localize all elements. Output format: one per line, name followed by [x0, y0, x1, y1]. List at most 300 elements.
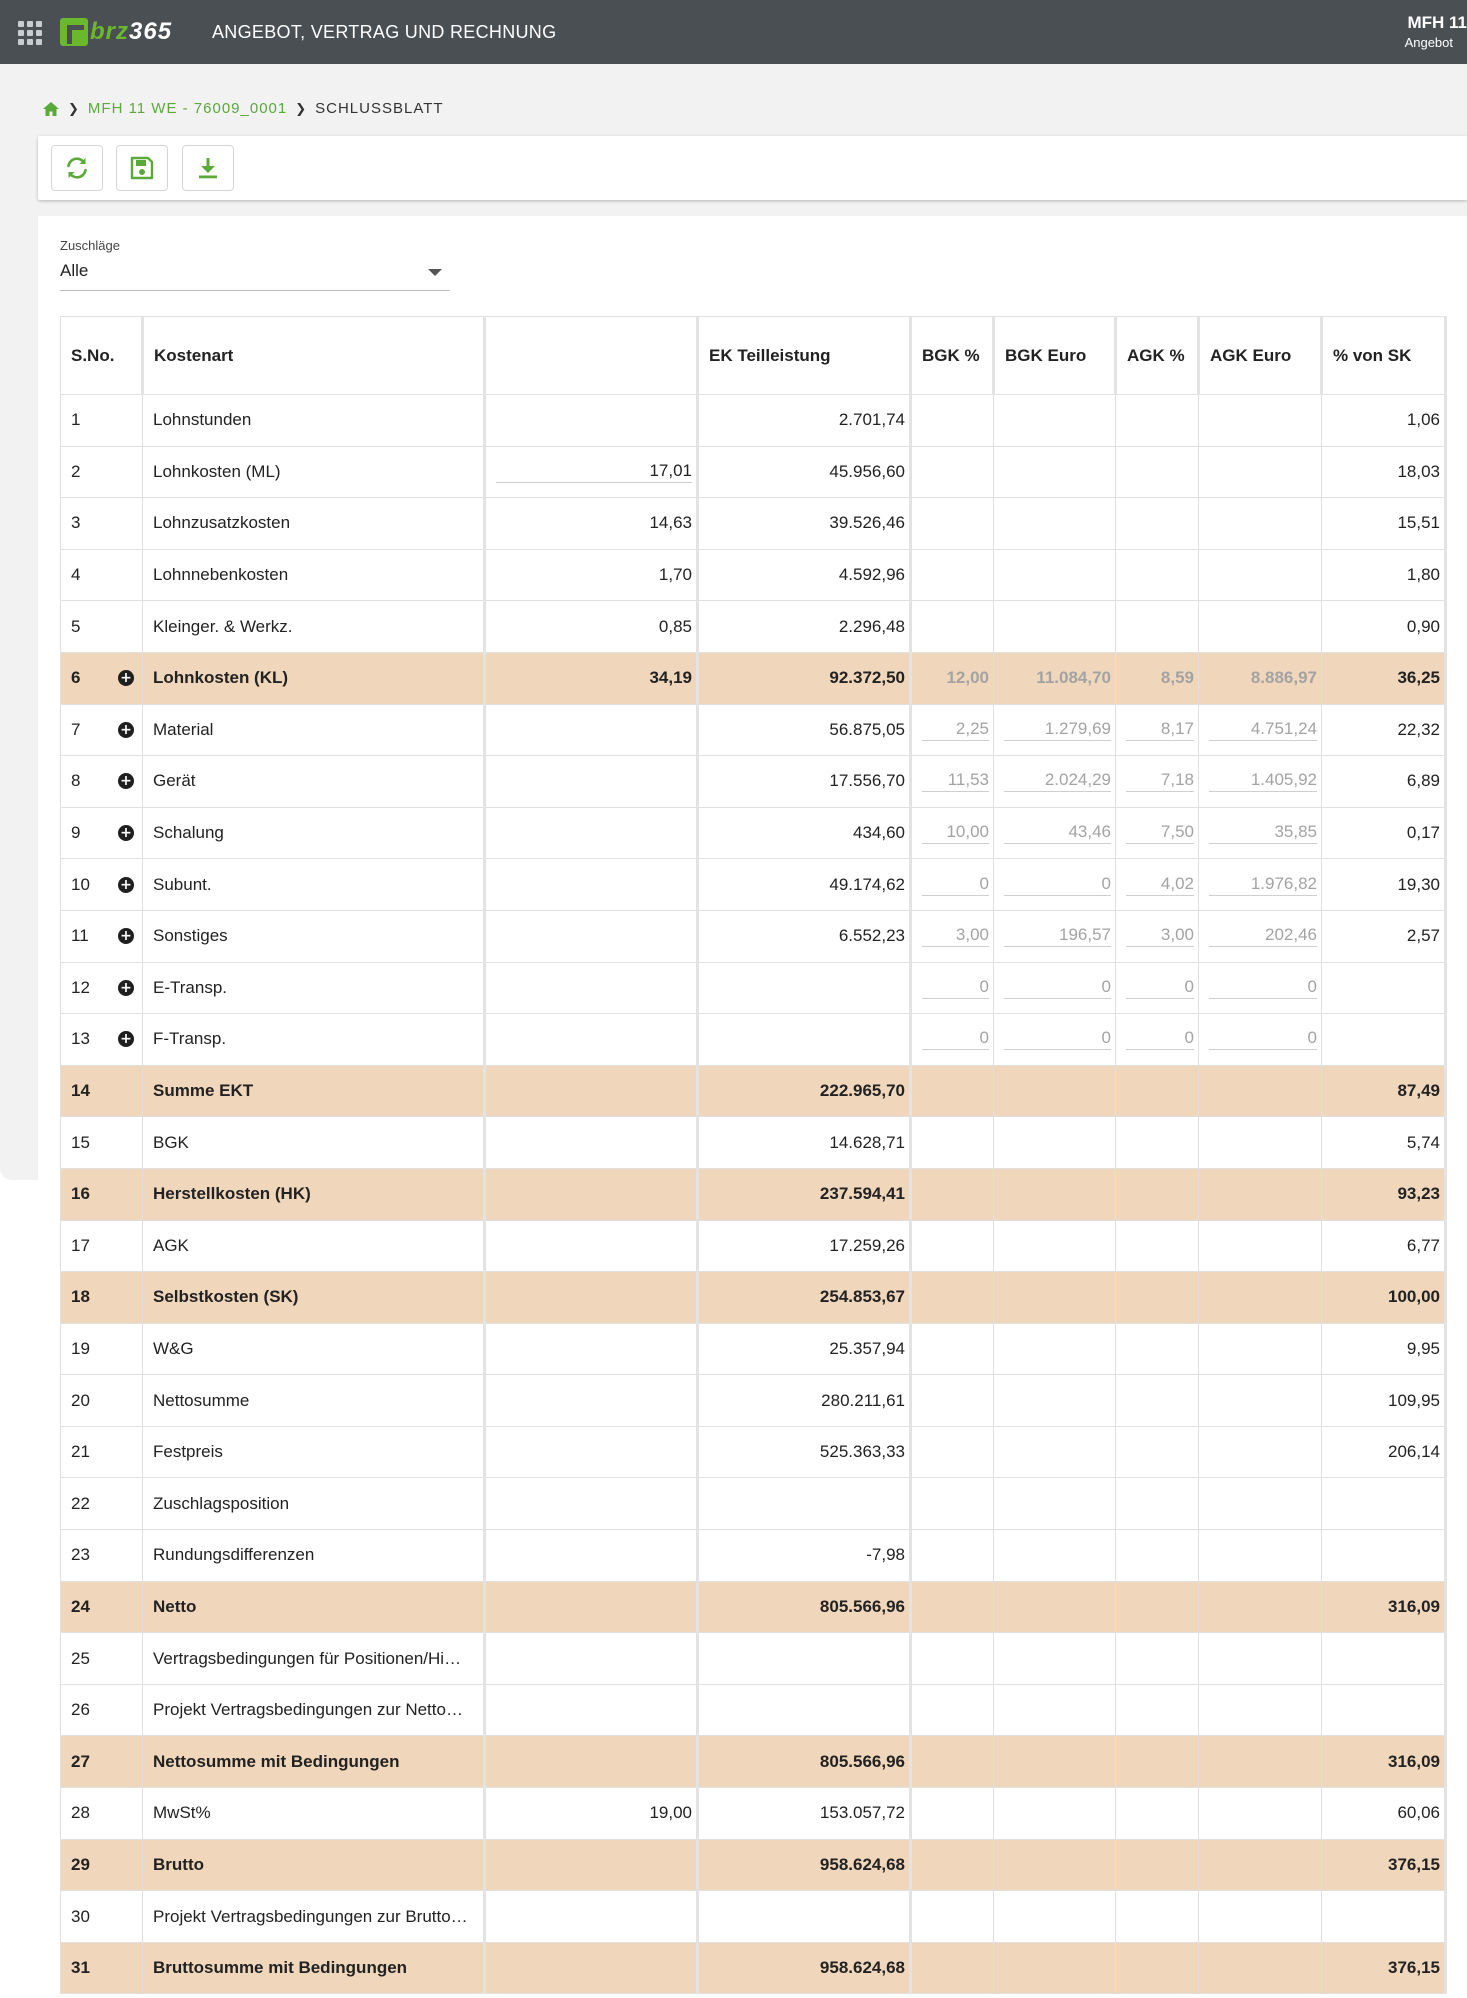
header-bgk-percent[interactable]: BGK %: [911, 317, 994, 395]
table-row[interactable]: [61, 1788, 1446, 1840]
cell-agk-euro: [1199, 1117, 1322, 1169]
cell-value: [485, 1426, 698, 1478]
editable-value[interactable]: 43,46: [1004, 822, 1111, 844]
cell-sno: [61, 1581, 143, 1633]
cell-agk-percent: 8,59: [1116, 652, 1199, 704]
cell-ek-teilleistung: 17.259,26: [698, 1220, 911, 1272]
cell-ek-teilleistung: [698, 1014, 911, 1066]
download-button[interactable]: [182, 145, 234, 191]
cell-ek-teilleistung: 2.296,48: [698, 601, 911, 653]
cell-agk-percent: [1116, 1375, 1199, 1427]
row-number: 5: [71, 616, 81, 636]
cell-ek-teilleistung: 222.965,70: [698, 1065, 911, 1117]
cell-percent-sk: 6,89: [1322, 756, 1446, 808]
cell-agk-euro: [1199, 1375, 1322, 1427]
cell-kostenart: Lohnnebenkosten: [143, 549, 485, 601]
table-row[interactable]: [61, 1375, 1446, 1427]
cell-value: [485, 1065, 698, 1117]
zuschlaege-select[interactable]: [60, 261, 450, 291]
cell-bgk-euro: [994, 1684, 1116, 1736]
editable-value[interactable]: 0: [1209, 1028, 1317, 1050]
cell-value: [485, 1633, 698, 1685]
cell-sno: [61, 549, 143, 601]
editable-value[interactable]: 1.976,82: [1209, 874, 1317, 896]
cell-bgk-euro: [994, 446, 1116, 498]
cell-kostenart: AGK: [143, 1220, 485, 1272]
cell-ek-teilleistung: [698, 1684, 911, 1736]
cell-value: 14,63: [485, 498, 698, 550]
table-row[interactable]: [61, 1633, 1446, 1685]
cell-percent-sk: 1,80: [1322, 549, 1446, 601]
row-number: 16: [71, 1184, 90, 1204]
cell-percent-sk: 1,06: [1322, 395, 1446, 447]
project-context[interactable]: [1405, 13, 1467, 50]
cell-value: [485, 1736, 698, 1788]
cell-percent-sk: 18,03: [1322, 446, 1446, 498]
cell-bgk-percent: [911, 1478, 994, 1530]
cell-bgk-euro: [994, 1375, 1116, 1427]
cell-value: [485, 756, 698, 808]
cell-agk-percent: [1116, 1065, 1199, 1117]
cell-agk-percent: [1116, 1426, 1199, 1478]
cell-percent-sk: 87,49: [1322, 1065, 1446, 1117]
cell-ek-teilleistung: 237.594,41: [698, 1168, 911, 1220]
table-row[interactable]: [61, 1684, 1446, 1736]
cell-ek-teilleistung: [698, 1478, 911, 1530]
cell-agk-percent: [1116, 1168, 1199, 1220]
editable-value[interactable]: 2.024,29: [1004, 770, 1111, 792]
cell-value: [485, 1375, 698, 1427]
header-agk-percent[interactable]: AGK %: [1116, 317, 1199, 395]
cell-bgk-euro: [994, 549, 1116, 601]
cell-value: [485, 446, 698, 498]
header-percent-sk[interactable]: % von SK: [1322, 317, 1446, 395]
cell-value: [485, 1839, 698, 1891]
logo-brand: brz: [90, 18, 129, 45]
cell-sno: [61, 1530, 143, 1582]
cell-bgk-euro: [994, 1530, 1116, 1582]
cell-bgk-euro: [994, 1272, 1116, 1324]
cell-bgk-euro: [994, 1117, 1116, 1169]
filter-label: Zuschläge: [60, 238, 120, 253]
cell-bgk-percent: [911, 1942, 994, 1994]
row-number: 15: [71, 1132, 90, 1152]
breadcrumb: [42, 100, 444, 117]
row-number: 27: [71, 1751, 90, 1771]
cell-agk-percent: [1116, 910, 1199, 962]
table-row[interactable]: [61, 910, 1446, 962]
row-number: 3: [71, 513, 81, 533]
cell-percent-sk: 316,09: [1322, 1736, 1446, 1788]
cell-agk-euro: [1199, 1065, 1322, 1117]
refresh-button[interactable]: [51, 145, 103, 191]
expand-plus-icon[interactable]: +: [118, 877, 134, 893]
editable-value[interactable]: 7,50: [1126, 822, 1194, 844]
cell-value: [485, 1581, 698, 1633]
table-row[interactable]: [61, 859, 1446, 911]
row-number: 30: [71, 1906, 90, 1926]
cell-agk-percent: [1116, 807, 1199, 859]
cell-bgk-percent: [911, 756, 994, 808]
top-bar: [0, 0, 1467, 64]
editable-value[interactable]: 1.279,69: [1004, 719, 1111, 741]
cell-ek-teilleistung: 56.875,05: [698, 704, 911, 756]
table-row[interactable]: [61, 756, 1446, 808]
cell-kostenart: Kleinger. & Werkz.: [143, 601, 485, 653]
cell-agk-euro: [1199, 1272, 1322, 1324]
table-row[interactable]: [61, 1891, 1446, 1943]
cell-sno: [61, 498, 143, 550]
cell-agk-euro: [1199, 859, 1322, 911]
cell-kostenart: Festpreis: [143, 1426, 485, 1478]
editable-value[interactable]: 0: [922, 977, 989, 999]
cell-kostenart: Lohnkosten (KL): [143, 652, 485, 704]
editable-value[interactable]: 35,85: [1209, 822, 1317, 844]
editable-value[interactable]: 0: [1004, 977, 1111, 999]
cell-kostenart: Netto: [143, 1581, 485, 1633]
cell-kostenart: E-Transp.: [143, 962, 485, 1014]
cell-agk-euro: [1199, 549, 1322, 601]
header-sno[interactable]: S.No.: [61, 317, 143, 395]
cell-value: [485, 1117, 698, 1169]
row-number: 24: [71, 1596, 90, 1616]
cell-agk-euro: [1199, 1684, 1322, 1736]
cell-agk-euro: [1199, 498, 1322, 550]
table-row[interactable]: [61, 1478, 1446, 1530]
cell-bgk-euro: [994, 1014, 1116, 1066]
table-row[interactable]: [61, 498, 1446, 550]
cell-percent-sk: [1322, 962, 1446, 1014]
cell-bgk-euro: [994, 1323, 1116, 1375]
cell-agk-percent: [1116, 1684, 1199, 1736]
cell-ek-teilleistung: 153.057,72: [698, 1788, 911, 1840]
cell-kostenart: MwSt%: [143, 1788, 485, 1840]
cell-agk-euro: [1199, 1942, 1322, 1994]
cell-agk-percent: [1116, 1633, 1199, 1685]
cell-bgk-percent: [911, 859, 994, 911]
expand-plus-icon[interactable]: +: [118, 825, 134, 841]
project-mode: Angebot: [1404, 35, 1453, 50]
cell-ek-teilleistung: 4.592,96: [698, 549, 911, 601]
cell-agk-euro: [1199, 1426, 1322, 1478]
cell-kostenart: W&G: [143, 1323, 485, 1375]
cell-bgk-euro: [994, 1736, 1116, 1788]
cell-bgk-euro: [994, 601, 1116, 653]
cell-agk-percent: [1116, 1788, 1199, 1840]
cell-agk-percent: [1116, 1942, 1199, 1994]
table-row[interactable]: [61, 1839, 1446, 1891]
cell-ek-teilleistung: 14.628,71: [698, 1117, 911, 1169]
editable-value[interactable]: 0: [922, 874, 989, 896]
cell-ek-teilleistung: 45.956,60: [698, 446, 911, 498]
cell-value: 19,00: [485, 1788, 698, 1840]
cell-sno: [61, 1323, 143, 1375]
table-row[interactable]: [61, 1220, 1446, 1272]
cell-percent-sk: 9,95: [1322, 1323, 1446, 1375]
cell-ek-teilleistung: [698, 962, 911, 1014]
table-row[interactable]: [61, 1736, 1446, 1788]
expand-plus-icon[interactable]: +: [118, 980, 134, 996]
table-row[interactable]: [61, 549, 1446, 601]
cell-agk-percent: [1116, 1117, 1199, 1169]
cell-bgk-euro: [994, 498, 1116, 550]
cell-agk-percent: [1116, 1581, 1199, 1633]
cell-bgk-euro: [994, 1220, 1116, 1272]
expand-plus-icon[interactable]: +: [118, 928, 134, 944]
cell-agk-euro: [1199, 704, 1322, 756]
cell-bgk-percent: [911, 1633, 994, 1685]
logo-number: 365: [129, 18, 173, 45]
editable-value[interactable]: 8,17: [1126, 719, 1194, 741]
cell-bgk-percent: [911, 1530, 994, 1582]
save-button[interactable]: [116, 145, 168, 191]
cell-bgk-euro: [994, 756, 1116, 808]
cell-sno: [61, 1117, 143, 1169]
cell-ek-teilleistung: 805.566,96: [698, 1736, 911, 1788]
cell-bgk-percent: [911, 807, 994, 859]
table-row[interactable]: [61, 1272, 1446, 1324]
cell-bgk-percent: [911, 1220, 994, 1272]
cell-agk-percent: [1116, 1272, 1199, 1324]
cell-ek-teilleistung: 6.552,23: [698, 910, 911, 962]
cell-bgk-percent: [911, 395, 994, 447]
home-icon[interactable]: [42, 101, 60, 117]
row-number: 28: [71, 1803, 90, 1823]
row-number: 29: [71, 1854, 90, 1874]
table-row[interactable]: [61, 1581, 1446, 1633]
cell-bgk-euro: [994, 859, 1116, 911]
editable-value[interactable]: 4.751,24: [1209, 719, 1317, 741]
row-number: 1: [71, 410, 81, 430]
cell-kostenart: Bruttosumme mit Bedingungen: [143, 1942, 485, 1994]
editable-value[interactable]: 3,00: [922, 925, 989, 947]
editable-value[interactable]: 0: [922, 1028, 989, 1050]
cell-percent-sk: 15,51: [1322, 498, 1446, 550]
row-number: 12: [71, 977, 90, 997]
cell-sno: [61, 1272, 143, 1324]
row-number: 25: [71, 1648, 90, 1668]
breadcrumb-project-link[interactable]: MFH 11 WE - 76009_0001: [87, 100, 288, 117]
table-row[interactable]: [61, 1323, 1446, 1375]
table-row[interactable]: [61, 446, 1446, 498]
cell-kostenart: Nettosumme: [143, 1375, 485, 1427]
cell-agk-euro: [1199, 1530, 1322, 1582]
cell-percent-sk: 0,90: [1322, 601, 1446, 653]
cell-bgk-percent: [911, 1014, 994, 1066]
editable-value[interactable]: 0: [1126, 1028, 1194, 1050]
cell-sno: [61, 446, 143, 498]
table-row[interactable]: [61, 652, 1446, 704]
cell-percent-sk: 6,77: [1322, 1220, 1446, 1272]
table-row[interactable]: [61, 962, 1446, 1014]
cell-kostenart: Vertragsbedingungen für Positionen/Hi…: [143, 1633, 485, 1685]
cell-sno: [61, 1633, 143, 1685]
row-number: 17: [71, 1235, 90, 1255]
cell-bgk-percent: [911, 962, 994, 1014]
editable-value[interactable]: 17,01: [496, 461, 692, 483]
cell-bgk-percent: [911, 549, 994, 601]
cell-value: 1,70: [485, 549, 698, 601]
editable-value[interactable]: 0: [1209, 977, 1317, 999]
cell-value: [485, 1891, 698, 1943]
cell-bgk-percent: [911, 1168, 994, 1220]
cell-agk-percent: [1116, 1736, 1199, 1788]
table-row[interactable]: [61, 601, 1446, 653]
cell-agk-euro: [1199, 1839, 1322, 1891]
row-number: 2: [71, 461, 81, 481]
cell-bgk-percent: [911, 446, 994, 498]
cell-ek-teilleistung: 254.853,67: [698, 1272, 911, 1324]
cell-bgk-euro: [994, 807, 1116, 859]
table-row[interactable]: [61, 1530, 1446, 1582]
app-launcher-icon[interactable]: [18, 21, 42, 45]
expand-plus-icon[interactable]: +: [118, 670, 134, 686]
cell-kostenart: BGK: [143, 1117, 485, 1169]
cell-bgk-euro: [994, 1839, 1116, 1891]
table-row[interactable]: [61, 1168, 1446, 1220]
cell-bgk-percent: [911, 1117, 994, 1169]
table-row[interactable]: [61, 704, 1446, 756]
expand-plus-icon[interactable]: +: [118, 722, 134, 738]
cell-bgk-percent: [911, 1839, 994, 1891]
cell-agk-percent: [1116, 1323, 1199, 1375]
row-number: 7: [71, 719, 81, 739]
cell-bgk-euro: [994, 1426, 1116, 1478]
cell-sno: [61, 1839, 143, 1891]
row-number: 21: [71, 1442, 90, 1462]
cell-percent-sk: 22,32: [1322, 704, 1446, 756]
cell-sno: [61, 910, 143, 962]
editable-value[interactable]: 11,53: [922, 770, 989, 792]
cell-agk-percent: [1116, 601, 1199, 653]
table-row[interactable]: [61, 395, 1446, 447]
cell-sno: [61, 1736, 143, 1788]
table-row[interactable]: [61, 807, 1446, 859]
cell-sno: [61, 1684, 143, 1736]
header-kostenart[interactable]: Kostenart: [143, 317, 485, 395]
row-number: 13: [71, 1029, 90, 1049]
header-value[interactable]: [485, 317, 698, 395]
table-row[interactable]: [61, 1117, 1446, 1169]
cell-kostenart: Projekt Vertragsbedingungen zur Brutto…: [143, 1891, 485, 1943]
cell-percent-sk: [1322, 1633, 1446, 1685]
expand-plus-icon[interactable]: +: [118, 1031, 134, 1047]
table-row[interactable]: [61, 1065, 1446, 1117]
cell-agk-euro: [1199, 1891, 1322, 1943]
cell-bgk-percent: [911, 704, 994, 756]
cell-kostenart: Selbstkosten (SK): [143, 1272, 485, 1324]
cell-agk-euro: [1199, 395, 1322, 447]
cell-ek-teilleistung: 958.624,68: [698, 1839, 911, 1891]
editable-value[interactable]: 196,57: [1004, 925, 1111, 947]
editable-value[interactable]: 10,00: [922, 822, 989, 844]
cell-bgk-percent: [911, 1323, 994, 1375]
cell-agk-euro: [1199, 1220, 1322, 1272]
cell-agk-euro: [1199, 807, 1322, 859]
cell-value: [485, 807, 698, 859]
cell-value: [485, 395, 698, 447]
cell-value: [485, 859, 698, 911]
cell-agk-euro: [1199, 601, 1322, 653]
cell-sno: [61, 601, 143, 653]
cell-agk-percent: [1116, 704, 1199, 756]
table-header-row: [61, 317, 1446, 395]
cell-agk-euro: [1199, 962, 1322, 1014]
cell-agk-euro: [1199, 1633, 1322, 1685]
cell-agk-percent: [1116, 395, 1199, 447]
table-row[interactable]: [61, 1942, 1446, 1994]
table-row[interactable]: [61, 1426, 1446, 1478]
cell-sno: [61, 1375, 143, 1427]
breadcrumb-current: SCHLUSSBLATT: [315, 100, 444, 117]
cell-ek-teilleistung: 958.624,68: [698, 1942, 911, 1994]
cell-kostenart: Lohnkosten (ML): [143, 446, 485, 498]
brz365-logo[interactable]: [60, 16, 172, 48]
cell-sno: [61, 1426, 143, 1478]
cell-agk-percent: [1116, 962, 1199, 1014]
editable-value[interactable]: 4,02: [1126, 874, 1194, 896]
cell-sno: [61, 807, 143, 859]
editable-value[interactable]: 2,25: [922, 719, 989, 741]
cell-percent-sk: 0,17: [1322, 807, 1446, 859]
cell-kostenart: Brutto: [143, 1839, 485, 1891]
cell-bgk-percent: [911, 910, 994, 962]
cell-kostenart: Lohnzusatzkosten: [143, 498, 485, 550]
cell-agk-euro: 8.886,97: [1199, 652, 1322, 704]
editable-value[interactable]: 0: [1004, 1028, 1111, 1050]
logo-mark: [60, 18, 88, 46]
cell-agk-percent: [1116, 498, 1199, 550]
header-agk-euro[interactable]: AGK Euro: [1199, 317, 1322, 395]
row-number: 31: [71, 1958, 90, 1978]
editable-value[interactable]: 202,46: [1209, 925, 1317, 947]
cell-percent-sk: [1322, 1014, 1446, 1066]
cell-kostenart: Schalung: [143, 807, 485, 859]
editable-value[interactable]: 1.405,92: [1209, 770, 1317, 792]
cell-agk-euro: [1199, 1736, 1322, 1788]
cell-ek-teilleistung: 39.526,46: [698, 498, 911, 550]
cell-sno: [61, 756, 143, 808]
cell-percent-sk: [1322, 1684, 1446, 1736]
cell-value: [485, 1272, 698, 1324]
cell-percent-sk: [1322, 1891, 1446, 1943]
cell-bgk-euro: [994, 1581, 1116, 1633]
caret-down-icon: [428, 269, 442, 276]
cell-value: [485, 910, 698, 962]
cell-kostenart: Herstellkosten (HK): [143, 1168, 485, 1220]
row-number: 9: [71, 823, 81, 843]
cell-bgk-percent: [911, 1736, 994, 1788]
cell-bgk-euro: 11.084,70: [994, 652, 1116, 704]
editable-value[interactable]: 3,00: [1126, 925, 1194, 947]
row-number: 18: [71, 1287, 90, 1307]
header-ek-teilleistung[interactable]: EK Teilleistung: [698, 317, 911, 395]
cell-percent-sk: 109,95: [1322, 1375, 1446, 1427]
cell-value: [485, 1942, 698, 1994]
editable-value[interactable]: 0: [1126, 977, 1194, 999]
expand-plus-icon[interactable]: +: [118, 773, 134, 789]
cell-kostenart: Gerät: [143, 756, 485, 808]
editable-value[interactable]: 7,18: [1126, 770, 1194, 792]
cell-bgk-euro: [994, 1633, 1116, 1685]
cell-value: [485, 1014, 698, 1066]
cell-ek-teilleistung: 805.566,96: [698, 1581, 911, 1633]
editable-value[interactable]: 0: [1004, 874, 1111, 896]
cell-ek-teilleistung: 280.211,61: [698, 1375, 911, 1427]
header-bgk-euro[interactable]: BGK Euro: [994, 317, 1116, 395]
cell-agk-percent: [1116, 756, 1199, 808]
table-row[interactable]: [61, 1014, 1446, 1066]
